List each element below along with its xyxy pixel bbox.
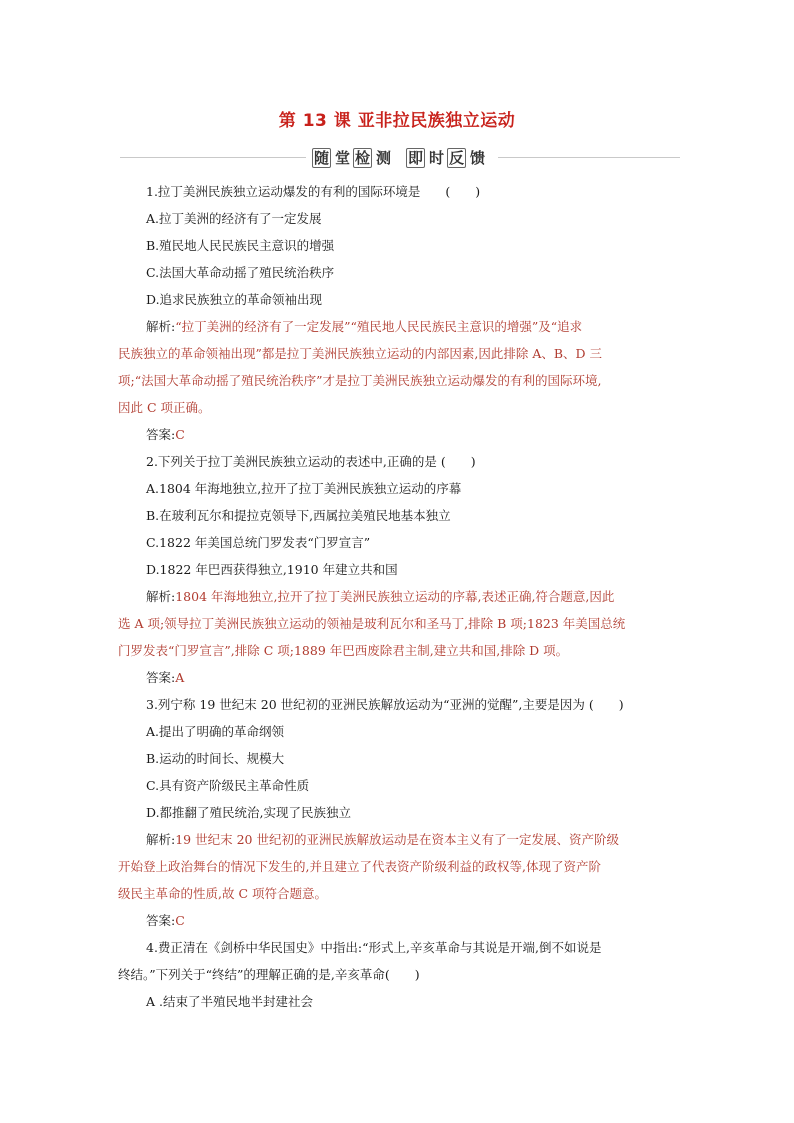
analysis-line: 项;“法国大革命动摇了殖民统治秩序”才是拉丁美洲民族独立运动爆发的有利的国际环境, (118, 373, 602, 388)
banner-char: 即 (407, 149, 423, 167)
analysis-line (146, 583, 674, 610)
answer-label: 答案: (146, 427, 176, 442)
answer-line (146, 421, 674, 448)
page-title: 第 13 课 亚非拉民族独立运动 (278, 111, 516, 131)
analysis-text: 19 世纪末 20 世纪初的亚洲民族解放运动是在资本主义有了一定发展、资产阶级 (175, 832, 619, 847)
analysis-line (146, 826, 674, 853)
banner-char: 馈 (469, 149, 485, 167)
analysis-line: 门罗发表“门罗宣言”,排除 C 项;1889 年巴西废除君主制,建立共和国,排除 D 项。 (118, 643, 569, 658)
analysis-label: 解析: (146, 589, 176, 604)
question-list (118, 178, 674, 1015)
answer-value: C (175, 913, 185, 928)
question-stem: 终结。”下列关于“终结”的理解正确的是,辛亥革命( ) (118, 967, 420, 982)
banner-char: 反 (448, 149, 464, 167)
answer-line (146, 664, 674, 691)
analysis-line (146, 313, 674, 340)
question-stem: 2.下列关于拉丁美洲民族独立运动的表述中,正确的是 ( ) (146, 454, 476, 469)
section-banner (120, 146, 680, 170)
question-stem: 3.列宁称 19 世纪末 20 世纪初的亚洲民族解放运动为“亚洲的觉醒”,主要是因为 ( ) (146, 697, 624, 712)
option-a: A.1804 年海地独立,拉开了拉丁美洲民族独立运动的序幕 (146, 481, 462, 496)
banner-char: 随 (313, 149, 329, 167)
answer-value: A (175, 670, 185, 685)
analysis-label: 解析: (146, 832, 176, 847)
question-stem: 1.拉丁美洲民族独立运动爆发的有利的国际环境是 ( ) (146, 184, 481, 199)
analysis-text: 1804 年海地独立,拉开了拉丁美洲民族独立运动的序幕,表述正确,符合题意,因此 (175, 589, 615, 604)
option-c: C.具有资产阶级民主革命性质 (146, 778, 310, 793)
option-d: D.1822 年巴西获得独立,1910 年建立共和国 (146, 562, 398, 577)
option-c: C.1822 年美国总统门罗发表“门罗宣言” (146, 535, 371, 550)
option-b: B.殖民地人民民族民主意识的增强 (146, 238, 335, 253)
option-d: D.都推翻了殖民统治,实现了民族独立 (146, 805, 352, 820)
option-a: A.拉丁美洲的经济有了一定发展 (146, 211, 322, 226)
banner-char: 检 (354, 149, 370, 167)
analysis-line: 民族独立的革命领袖出现”都是拉丁美洲民族独立运动的内部因素,因此排除 A、B、D 三 (118, 346, 603, 361)
option-a: A.提出了明确的革命纲领 (146, 724, 285, 739)
banner-text (312, 146, 488, 170)
option-b: B.在玻利瓦尔和提拉克领导下,西属拉美殖民地基本独立 (146, 508, 451, 523)
analysis-line: 开始登上政治舞台的情况下发生的,并且建立了代表资产阶级利益的政权等,体现了资产阶 (118, 859, 601, 874)
answer-value: C (175, 427, 185, 442)
question-stem: 4.费正清在《剑桥中华民国史》中指出:“形式上,辛亥革命与其说是开端,倒不如说是 (146, 940, 602, 955)
answer-label: 答案: (146, 670, 176, 685)
analysis-label: 解析: (146, 319, 176, 334)
option-a: A .结束了半殖民地半封建社会 (146, 994, 313, 1009)
banner-char: 测 (375, 149, 391, 167)
analysis-line: 选 A 项;领导拉丁美洲民族独立运动的领袖是玻利瓦尔和圣马丁,排除 B 项;1823 年美国总统 (118, 616, 626, 631)
option-d: D.追求民族独立的革命领袖出现 (146, 292, 323, 307)
analysis-text: “拉丁美洲的经济有了一定发展”“殖民地人民民族民主意识的增强”及“追求 (175, 319, 583, 334)
banner-divider-left (120, 157, 306, 158)
banner-char: 时 (428, 149, 444, 167)
answer-line (146, 907, 674, 934)
option-c: C.法国大革命动摇了殖民统治秩序 (146, 265, 335, 280)
banner-char: 堂 (334, 149, 350, 167)
banner-divider-right (498, 157, 680, 158)
analysis-line: 级民主革命的性质,故 C 项符合题意。 (118, 886, 327, 901)
analysis-line: 因此 C 项正确。 (118, 400, 211, 415)
option-b: B.运动的时间长、规模大 (146, 751, 285, 766)
answer-label: 答案: (146, 913, 176, 928)
